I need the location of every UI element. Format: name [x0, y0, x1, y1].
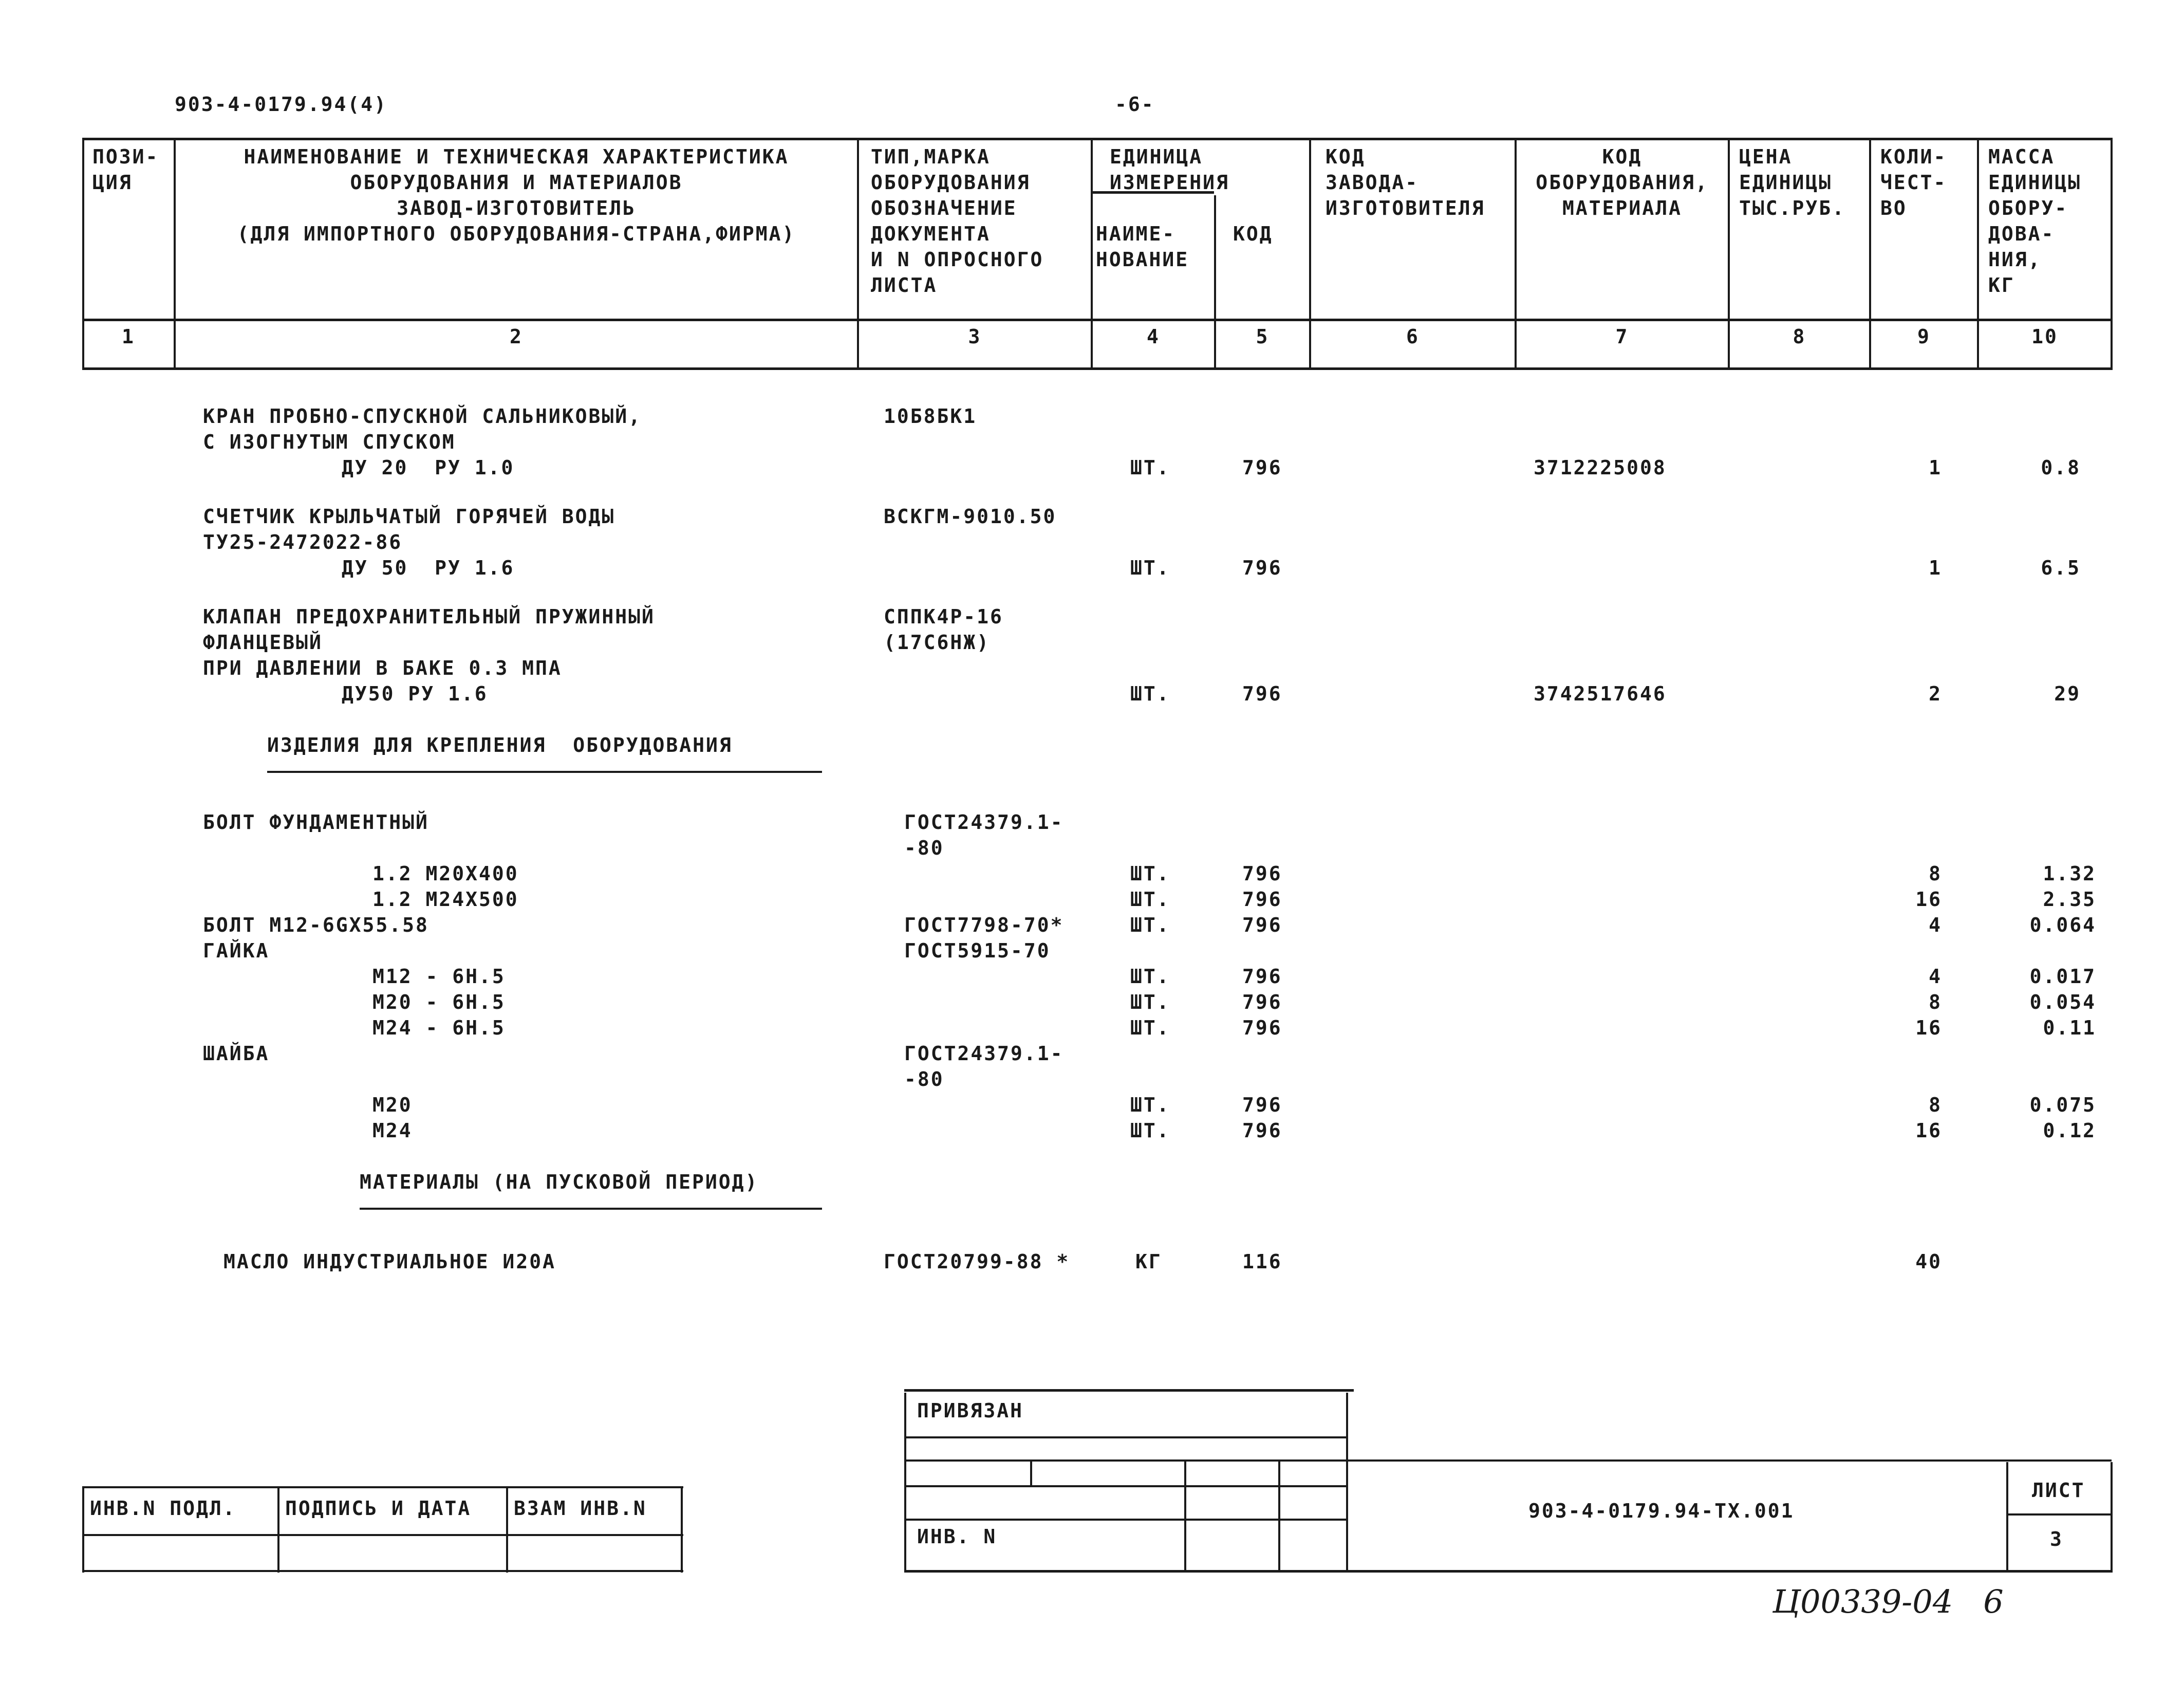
item-unit: ШТ.: [1130, 1094, 1170, 1116]
item-type: ГОСТ24379.1-: [904, 1042, 1064, 1065]
bound-label: ПРИВЯЗАН: [917, 1399, 1024, 1422]
item-unit: ШТ.: [1130, 862, 1170, 885]
item-mass: 0.075: [2029, 1094, 2096, 1116]
item-mass: 2.35: [2043, 888, 2096, 911]
column-number: 3: [968, 325, 982, 348]
item-mass: 0.064: [2029, 914, 2096, 936]
item-unit: ШТ.: [1130, 456, 1170, 479]
item-type: ГОСТ7798-70*: [904, 914, 1064, 936]
signature-block-top-rule: [82, 1486, 683, 1488]
stamp-bottom-rule: [904, 1570, 2112, 1573]
item-unit-code: 796: [1242, 1119, 1282, 1142]
item-name: С ИЗОГНУТЫМ СПУСКОМ: [203, 431, 456, 453]
bound-block-cell-divider: [1030, 1459, 1032, 1485]
column-number: 4: [1147, 325, 1160, 348]
item-name: 1.2 М20Х400: [372, 862, 519, 885]
bound-block-rule: [904, 1436, 1346, 1438]
item-type: -80: [904, 1068, 944, 1091]
header-col-unit-name: НАИМЕ- НОВАНИЕ: [1096, 223, 1189, 271]
header-col-quantity: КОЛИ- ЧЕСТ- ВО: [1880, 145, 1947, 219]
item-name: 1.2 М24Х500: [372, 888, 519, 911]
section-heading-underline: [360, 1208, 822, 1210]
item-name: ШАЙБА: [203, 1042, 270, 1065]
item-unit-code: 796: [1242, 991, 1282, 1013]
item-mass: 29: [2054, 682, 2081, 705]
item-type: 10Б8БК1: [884, 405, 977, 428]
header-col-position: ПОЗИ- ЦИЯ: [92, 145, 159, 194]
item-material-code: 3742517646: [1534, 682, 1667, 705]
item-mass: 0.054: [2029, 991, 2096, 1013]
item-unit: ШТ.: [1130, 888, 1170, 911]
item-name: М20 - 6Н.5: [372, 991, 506, 1013]
item-unit-code: 796: [1242, 888, 1282, 911]
item-unit-code: 796: [1242, 557, 1282, 579]
header-col-unit: ЕДИНИЦА ИЗМЕРЕНИЯ: [1110, 145, 1229, 194]
item-quantity: 4: [1929, 914, 1942, 936]
inventory-number-label: ИНВ. N: [917, 1525, 997, 1548]
header-col-unit-code: КОД: [1233, 223, 1273, 245]
bound-block-top-rule: [904, 1389, 1354, 1392]
item-name: М12 - 6Н.5: [372, 965, 506, 988]
header-col-price: ЦЕНА ЕДИНИЦЫ ТЫС.РУБ.: [1739, 145, 1846, 219]
item-type: ГОСТ24379.1-: [904, 811, 1064, 834]
sheet-block-right-border: [2111, 1462, 2113, 1573]
item-type: -80: [904, 837, 944, 859]
item-name: КРАН ПРОБНО-СПУСКНОЙ САЛЬНИКОВЫЙ,: [203, 405, 642, 428]
signature-block-mid-rule: [82, 1534, 683, 1536]
column-number: 9: [1917, 325, 1931, 348]
item-unit-code: 796: [1242, 456, 1282, 479]
item-unit-code: 796: [1242, 862, 1282, 885]
item-quantity: 1: [1929, 557, 1942, 579]
stamp-replacement-inventory-label: ВЗАМ ИНВ.N: [514, 1497, 647, 1520]
item-name: М20: [372, 1094, 413, 1116]
item-type: ГОСТ20799-88 *: [884, 1250, 1070, 1273]
item-quantity: 40: [1915, 1250, 1942, 1273]
column-number: 10: [2031, 325, 2058, 348]
item-quantity: 8: [1929, 862, 1942, 885]
item-mass: 0.12: [2043, 1119, 2096, 1142]
item-unit: ШТ.: [1130, 965, 1170, 988]
item-unit: ШТ.: [1130, 1017, 1170, 1039]
section-heading: МАТЕРИАЛЫ (НА ПУСКОВОЙ ПЕРИОД): [360, 1171, 759, 1193]
bound-block-cell-divider: [1278, 1459, 1280, 1573]
bound-block-left-border: [904, 1393, 906, 1573]
item-name: М24: [372, 1119, 413, 1142]
section-heading-underline: [267, 771, 822, 773]
document-designation: 903-4-0179.94-ТХ.001: [1528, 1500, 1795, 1522]
item-name: БОЛТ М12-6GХ55.58: [203, 914, 429, 936]
section-heading: ИЗДЕЛИЯ ДЛЯ КРЕПЛЕНИЯ ОБОРУДОВАНИЯ: [267, 734, 733, 756]
item-type: СППК4Р-16: [884, 605, 1003, 628]
item-mass: 0.017: [2029, 965, 2096, 988]
item-type: ВСКГМ-9010.50: [884, 505, 1057, 528]
bound-block-cell-divider: [1184, 1459, 1186, 1573]
item-mass: 0.11: [2043, 1017, 2096, 1039]
column-number: 8: [1793, 325, 1806, 348]
item-quantity: 2: [1929, 682, 1942, 705]
item-quantity: 16: [1915, 1017, 1942, 1039]
item-unit-code: 796: [1242, 965, 1282, 988]
signature-block-divider: [277, 1488, 279, 1573]
item-quantity: 1: [1929, 456, 1942, 479]
header-col-material-code: КОД ОБОРУДОВАНИЯ, МАТЕРИАЛА: [1536, 145, 1709, 219]
signature-block-left-border: [82, 1488, 84, 1573]
item-unit: ШТ.: [1130, 991, 1170, 1013]
signature-block-right-border: [681, 1488, 683, 1573]
sheet-block-rule: [2006, 1513, 2112, 1516]
item-quantity: 4: [1929, 965, 1942, 988]
item-mass: 1.32: [2043, 862, 2096, 885]
item-unit: ШТ.: [1130, 1119, 1170, 1142]
bound-block-right-border: [1346, 1393, 1348, 1573]
item-unit: ШТ.: [1130, 557, 1170, 579]
item-unit-code: 116: [1242, 1250, 1282, 1273]
item-name: КЛАПАН ПРЕДОХРАНИТЕЛЬНЫЙ ПРУЖИННЫЙ: [203, 605, 655, 628]
item-name: ДУ 50 РУ 1.6: [342, 557, 515, 579]
stamp-signature-date-label: ПОДПИСЬ И ДАТА: [285, 1497, 472, 1520]
column-number: 7: [1615, 325, 1629, 348]
sheet-block-left-border: [2006, 1462, 2008, 1573]
signature-block-divider: [506, 1488, 508, 1573]
page-number-marker: -6-: [1115, 93, 1155, 116]
item-quantity: 8: [1929, 1094, 1942, 1116]
item-unit-code: 796: [1242, 914, 1282, 936]
item-name: ГАЙКА: [203, 939, 270, 962]
table-top-rule: [82, 138, 2113, 140]
column-number: 2: [510, 325, 523, 348]
stamp-main-rule: [904, 1459, 2112, 1462]
item-name: ТУ25-2472022-86: [203, 531, 403, 553]
item-name: М24 - 6Н.5: [372, 1017, 506, 1039]
column-numbers-bottom-rule: [82, 367, 2113, 370]
item-type: ГОСТ5915-70: [904, 939, 1051, 962]
item-quantity: 16: [1915, 888, 1942, 911]
item-unit: ШТ.: [1130, 914, 1170, 936]
item-unit-code: 796: [1242, 1094, 1282, 1116]
item-unit-code: 796: [1242, 682, 1282, 705]
item-quantity: 16: [1915, 1119, 1942, 1142]
item-unit: КГ: [1135, 1250, 1162, 1273]
sheet-number: 3: [2050, 1528, 2063, 1550]
item-name: ДУ50 РУ 1.6: [342, 682, 488, 705]
item-name: ПРИ ДАВЛЕНИИ В БАКЕ 0.3 МПА: [203, 657, 562, 679]
table-header-bottom-rule: [82, 319, 2113, 321]
header-col-name: НАИМЕНОВАНИЕ И ТЕХНИЧЕСКАЯ ХАРАКТЕРИСТИКА ОБОРУДОВАНИЯ И МАТЕРИАЛОВ ЗАВОД-ИЗГОТОВИТЕЛЬ (ДЛЯ ИМПОРТНОГО ОБОРУДОВАНИЯ-СТРАНА,ФИРМА): [237, 145, 796, 245]
header-col-type: ТИП,МАРКА ОБОРУДОВАНИЯ ОБОЗНАЧЕНИЕ ДОКУМЕНТА И N ОПРОСНОГО ЛИСТА: [871, 145, 1044, 297]
item-name: МАСЛО ИНДУСТРИАЛЬНОЕ И20А: [223, 1250, 556, 1273]
item-material-code: 3712225008: [1534, 456, 1667, 479]
header-col-maker-code: КОД ЗАВОДА- ИЗГОТОВИТЕЛЯ: [1326, 145, 1485, 219]
signature-block-bottom-rule: [82, 1570, 683, 1572]
item-name: ФЛАНЦЕВЫЙ: [203, 631, 323, 654]
column-number: 6: [1406, 325, 1420, 348]
item-mass: 6.5: [2041, 557, 2081, 579]
item-name: БОЛТ ФУНДАМЕНТНЫЙ: [203, 811, 429, 834]
document-code: 903-4-0179.94(4): [175, 93, 388, 116]
item-mass: 0.8: [2041, 456, 2081, 479]
column-number: 5: [1256, 325, 1270, 348]
item-unit: ШТ.: [1130, 682, 1170, 705]
sheet-label: ЛИСТ: [2032, 1479, 2085, 1502]
stamp-original-inventory-label: ИНВ.N ПОДЛ.: [90, 1497, 236, 1520]
handwritten-archive-note: Ц00339-04 6: [1772, 1583, 2004, 1620]
item-name: ДУ 20 РУ 1.0: [342, 456, 515, 479]
item-quantity: 8: [1929, 991, 1942, 1013]
item-name: СЧЕТЧИК КРЫЛЬЧАТЫЙ ГОРЯЧЕЙ ВОДЫ: [203, 505, 615, 528]
header-col-mass: МАССА ЕДИНИЦЫ ОБОРУ- ДОВА- НИЯ, КГ: [1988, 145, 2082, 297]
item-unit-code: 796: [1242, 1017, 1282, 1039]
column-number: 1: [122, 325, 135, 348]
item-type: (17С6НЖ): [884, 631, 991, 654]
